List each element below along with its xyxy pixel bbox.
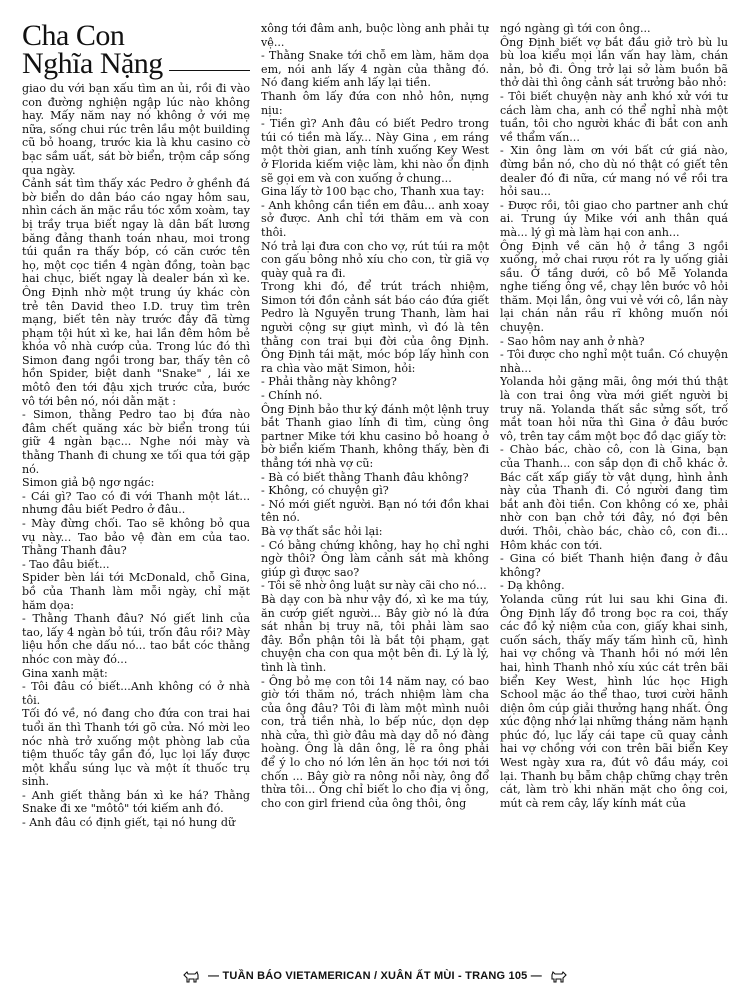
dog-right-icon <box>550 969 568 983</box>
paragraph: - Thằng Thanh đâu? Nó giết linh của tao, lấy 4 ngàn bỏ túi, trốn đâu rồi? Mày liệu hồn che dấu nó... tao bắt cóc thằng nhóc con mày đó... <box>22 612 250 666</box>
paragraph: Thanh ôm lấy đứa con nhỏ hôn, nựng nịu: <box>261 89 489 117</box>
paragraph: - Tôi đâu có biết...Anh không có ở nhà tôi. <box>22 680 250 707</box>
paragraph: - Tôi sẽ nhờ ông luật sư này cãi cho nó... <box>261 579 487 593</box>
article-title <box>22 22 250 78</box>
paragraph: Yolanda hỏi gặng mãi, ông mới thú thật là con trai ông vừa mới giết người bị truy nã. Yolanda thất sắc sửng sốt, trố mắt toan hỏi nữa thì Gina ở đâu bước vô, trên tay cầm một bọc đồ dạc giấy tờ: <box>500 375 728 443</box>
column-3 <box>500 22 728 962</box>
paragraph: Bà dạy con bà như vậy đó, xì ke ma túy, ăn cướp giết người... Bây giờ nó là đứa sát nhân bị truy nã, tôi phải làm sao đây. Bổn phận tôi là bắt tội phạm, gạt chuyện cha con qua một bên đi. Lý là lý, tình là tình. <box>261 592 489 674</box>
paragraph: ngó ngàng gì tới con ông... <box>500 22 651 35</box>
column-2-body <box>261 22 489 810</box>
column-3-body <box>500 22 728 810</box>
page-footer <box>0 966 750 986</box>
paragraph: Ông Định biết vợ bắt đầu giở trò bù lu bù loa kiểu mọi lần vấn hay làm, chán nản, bỏ đi. Ông trở lại sở làm buồn bã thở dài thì ông cảnh sát trưởng bảo nhỏ: <box>500 35 728 90</box>
paragraph: - Tôi biết chuyện này anh khó xử với tư cách làm cha, anh có thể nghỉ nhà một tuần, tôi cho người khác đi bắt con anh về thẩm vấn... <box>500 89 728 144</box>
paragraph: - Gina có biết Thanh hiện đang ở đâu không? <box>500 552 728 579</box>
paragraph: - Nó mới giết người. Bạn nó tới đồn khai tên nó. <box>261 497 489 525</box>
footer-text: — TUẦN BÁO VIETAMERICAN / XUÂN ẤT MÙI - TRANG 105 — <box>208 970 542 982</box>
title-line-2-row <box>22 47 250 80</box>
column-1 <box>22 22 250 962</box>
column-2 <box>261 22 489 962</box>
article-page <box>22 22 728 962</box>
paragraph: Gina xanh mặt: <box>22 666 108 680</box>
title-line-2: Nghĩa Nặng <box>22 47 163 80</box>
paragraph: - Xin ông làm ơn với bất cứ giá nào, đừng bắn nó, cho dù nó thật có giết tên dealer đó đi nữa, cứ mang nó về rồi tra hỏi sau... <box>500 144 728 199</box>
paragraph: - Anh đâu có định giết, tại nó hung dữ <box>22 816 236 830</box>
paragraph: - Tao đâu biết... <box>22 557 110 571</box>
paragraph: - Tiền gì? Anh đâu có biết Pedro trong túi có tiền mà lấy... Này Gina , em ráng một thời gian, anh tính xuống Key West ở Florida kiếm việc làm, khi nào ổn định sẽ gọi em và con xuống ở chung... <box>261 117 489 185</box>
paragraph: - Mày đừng chối. Tao sẽ không bỏ qua vụ này... Tao bảo vệ đàn em của tao. Thằng Thanh đâu? <box>22 517 250 558</box>
paragraph: - Phải thằng này không? <box>261 375 397 389</box>
paragraph: Bà vợ thất sắc hỏi lại: <box>261 524 383 538</box>
title-rule <box>169 70 250 71</box>
paragraph: Tối đó về, nó đang cho đứa con trai hai tuổi ăn thì Thanh tới gõ cửa. Nó mời leo nóc nhà trở xuống một phòng lab của tiệm thuốc tây gần đó, lục lọi lấy được một khẩu súng lục và một ít thuốc trụ sinh. <box>22 707 250 789</box>
paragraph: - Được rồi, tôi giao cho partner anh chứ ai. Trung úy Mike với anh thân quá mà... lý gì mà làm hại con anh... <box>500 198 728 239</box>
paragraph: - Chính nó. <box>261 389 323 403</box>
paragraph: Ông Định bảo thư ký đánh một lệnh truy bắt Thanh giao lính đi tìm, cùng ông partner Mike tới khu casino bỏ hoang ở bờ biển kiếm Thanh, không thấy, bèn đi thẳng tới nhà vợ cũ: <box>261 402 489 470</box>
paragraph: Cảnh sát tìm thấy xác Pedro ở ghềnh đá bờ biển do dân báo cáo ngay hôm sau, nhìn cách ăn mặc rầu tóc xồm xoàm, tay bị trầy trụa biết ngay là dân bất lương băng đảng thanh toán nhau, moi trong túi quần ra thấy bóp, có căn cước tên họ, một cọc tiền 4 ngàn đồng, toàn bạc hai chục, biết ngay là dealer bán xì ke. Ông Định nhờ một trung úy khác còn trẻ tên David theo I.D. truy tìm trên mạng, biết tên này trước đây đã từng phạm tội hút xì ke, hai lần đêm hôm bẻ khóa vô nhà cướp của. Trong lúc đó thì Simon đang ngồi trong bar, thấy tên cô hồn Spider, biệt danh "Snake" , lái xe môtô đen tới đậu xịch trước cửa, bước vô tới bên nó, nói dằn mặt : <box>22 177 250 408</box>
paragraph: - Dạ không. <box>500 579 565 593</box>
paragraph: - Bà có biết thằng Thanh đâu không? <box>261 470 469 484</box>
paragraph: giao du với bạn xấu tìm an ủi, rồi đi vào con đường nghiện ngập lúc nào không hay. Mấy năm nay nó không ở với mẹ nữa, sống chui rúc trên lầu một building cũ bỏ hoang, trước kia là khu casino cờ bạc sầm uất, sát bờ biển, trộm cắp sống qua ngày. <box>22 82 250 177</box>
paragraph: - Tôi được cho nghỉ một tuần. Có chuyện nhà... <box>500 348 728 375</box>
paragraph: - Anh không cần tiền em đâu... anh xoay sở được. Anh chỉ tới thăm em và con thôi. <box>261 198 489 239</box>
paragraph: Spider bèn lái tới McDonald, chỗ Gina, bồ của Thanh làm mỗi ngày, chỉ mặt hăm dọa: <box>22 571 250 612</box>
paragraph: Ông Định về căn hộ ở tầng 3 ngồi xuống, mở chai rượu rót ra ly uống giải sầu. Ở tầng dưới, cô bồ Mễ Yolanda nghe tiếng ông về, chạy lên bước vô hỏi thăm. Mọi lần, ông vui vẻ với cô, lần này lại chán nản rầu rĩ không muốn nói chuyện. <box>500 239 728 335</box>
paragraph: - Thằng Snake tới chỗ em làm, hăm dọa em, nói anh lấy 4 ngàn của thằng đó. Nó đang kiếm anh lấy lại tiền. <box>261 49 489 90</box>
paragraph: Nó trả lại đưa con cho vợ, rút túi ra một con gấu bông nhỏ xíu cho con, từ giã vợ quày quả ra đi. <box>261 239 489 280</box>
paragraph: - Có bằng chứng không, hay họ chỉ nghi ngờ thôi? Ông làm cảnh sát mà không giúp gì được sao? <box>261 538 489 579</box>
paragraph: - Chào bác, chào cô, con là Gina, bạn của Thanh... con sắp dọn đi chỗ khác ở. Bác cất xấp giấy tờ vật dụng, hình ảnh này của Thanh đi. Có người đang tìm bắt anh đòi tiền. Con không có xe, phải nhờ con bạn chở tới đây, nó đợi bên dưới. Thôi, chào bác, chào cô, con đi... Hôm khác con tới. <box>500 443 728 552</box>
paragraph: - Anh giết thằng bán xì ke há? Thằng Snake đi xe "môtô" tới kiếm anh đó. <box>22 788 250 816</box>
paragraph: Trong khi đó, để trút trách nhiệm, Simon tới đồn cảnh sát báo cáo đứa giết Pedro là Nguyễn trung Thanh, làm hai người cộng sự giựt mình, vì đó là tên thằng con trai bụi đời của ông Định. Ông Định tái mặt, móc bóp lấy hình con ra chìa vào mặt Simon, hỏi: <box>261 280 489 375</box>
paragraph: Yolanda cũng rút lui sau khi Gina đi. Ông Định lấy đồ trong bọc ra coi, thấy các đồ kỷ niệm của con, giấy khai sinh, cuốn sách, thấy mấy tấm hình cũ, hình hai vợ chồng và Thanh hồi nó mới lên hai, hình Thanh nhỏ xíu xúc cát trên bãi biển Key West, hình lúc học High School mặc áo thể thao, tươi cười hãnh diện ôm cúp giải thưởng hạng nhất. Ông xúc động nhớ lại những tháng năm hạnh phúc đó, lục lấy cái tape cũ quay cảnh hai vợ chồng với con trên bãi biển Key West ngày xưa ra, đút vô đầu máy, coi lại. Thanh bụ bẫm chập chững chạy trên cát, làm trò khi nhăn mặt cho ông coi, mút cà rem cây, lấy kính mát của <box>500 592 728 810</box>
title-line-1: Cha Con <box>22 22 125 52</box>
paragraph: Gina lấy tờ 100 bạc cho, Thanh xua tay: <box>261 185 485 199</box>
paragraph: Simon giả bộ ngơ ngác: <box>22 476 155 490</box>
paragraph: - Simon, thằng Pedro tao bị đứa nào đâm chết quăng xác bờ biển trong túi giữ 4 ngàn bạc... Nghe nói mày và thằng Thanh đi chung xe tối qua tới gặp nó. <box>22 408 250 476</box>
paragraph: xông tới đâm anh, buộc lòng anh phải tự vệ... <box>261 22 489 49</box>
paragraph: - Sao hôm nay anh ở nhà? <box>500 334 645 348</box>
paragraph: - Không, có chuyện gì? <box>261 484 389 498</box>
dog-left-icon <box>182 969 200 983</box>
column-1-body <box>22 82 250 830</box>
paragraph: - Ông bỏ mẹ con tôi 14 năm nay, có bao giờ tới thăm nó, trách nhiệm làm cha của ông đâu? Tôi đi làm một mình nuôi con, trả tiền nhà, lo bếp núc, dọn dẹp nhà cửa, thì giờ đâu mà dạy dỗ nó đàng hoàng. Ông là dân ông, lẽ ra ông phải để ý lo cho nó lớn lên ăn học tới nơi tới chốn ... Bây giờ ra nông nỗi này, ông đổ thừa tôi... Ông chỉ biết lo cho địa vị ông, cho con girl friend của ông thôi, ông <box>261 674 489 810</box>
article-columns <box>22 22 728 962</box>
paragraph: - Cái gì? Tao có đi với Thanh một lát... nhưng đâu biết Pedro ở đâu.. <box>22 489 250 517</box>
